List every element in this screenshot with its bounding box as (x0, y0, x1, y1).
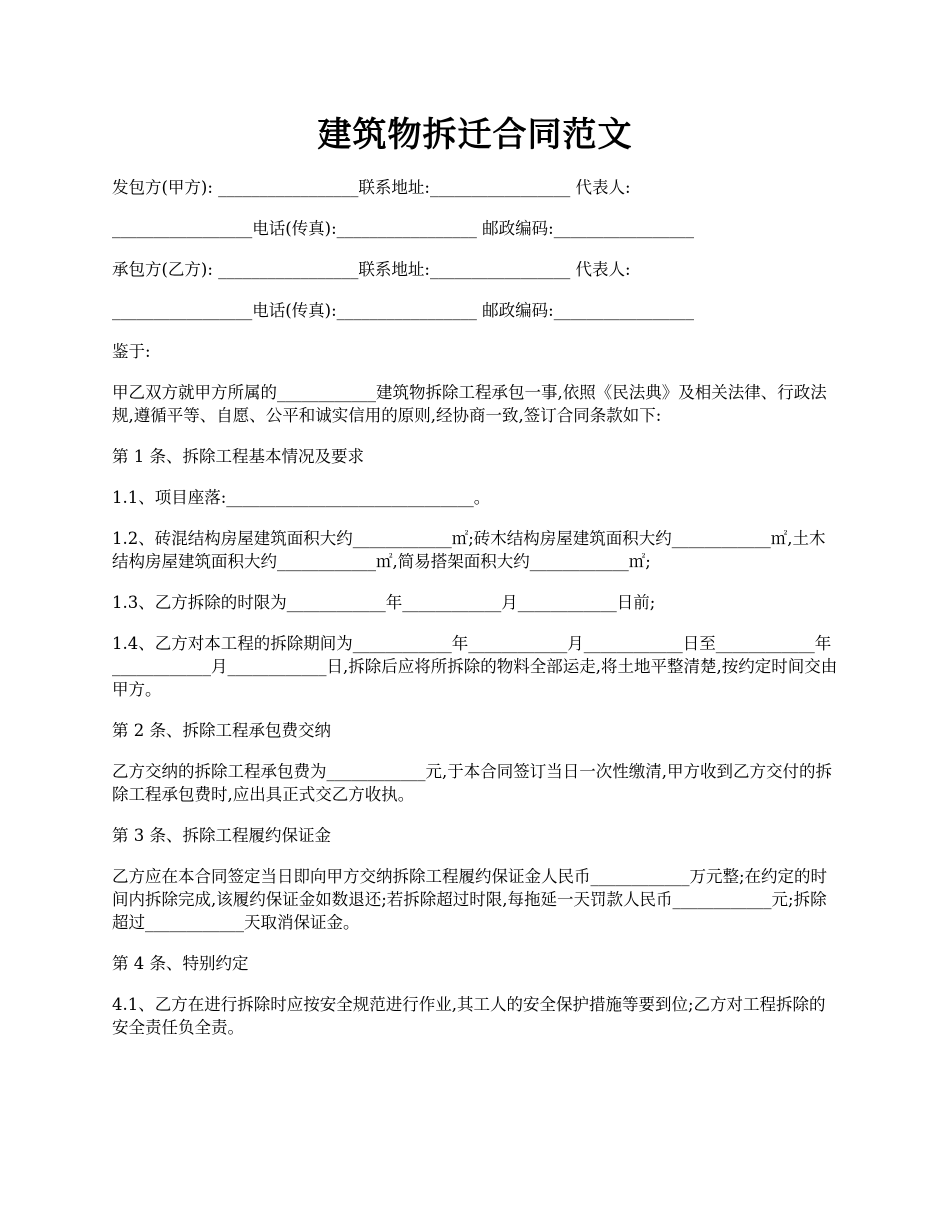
clause-4-1: 4.1、乙方在进行拆除时应按安全规范进行作业,其工人的安全保护措施等要到位;乙方对工程拆除的安全责任负全责。 (112, 995, 826, 1037)
clause-1-3: 1.3、乙方拆除的时限为____________年____________月____________日前; (112, 593, 656, 612)
clause-1-1: 1.1、项目座落:______________________________。 (112, 488, 491, 507)
whereas-heading: 鉴于: (112, 342, 151, 361)
clause-1-2: 1.2、砖混结构房屋建筑面积大约____________㎡;砖木结构房屋建筑面积大约____________㎡,土木结构房屋建筑面积大约____________㎡,简易搭架面积大约____________㎡; (112, 529, 826, 571)
party-b-line-1: 承包方(乙方): _________________联系地址:_________________ 代表人: (112, 260, 631, 279)
document-title: 建筑物拆迁合同范文 (317, 115, 633, 155)
preamble-paragraph: 甲乙双方就甲方所属的____________建筑物拆除工程承包一事,依照《民法典》及相关法律、行政法规,遵循平等、自愿、公平和诚实信用的原则,经协商一致,签订合同条款如下: (112, 383, 827, 425)
article-2-paragraph: 乙方交纳的拆除工程承包费为____________元,于本合同签订当日一次性缴清,甲方收到乙方交付的拆除工程承包费时,应出具正式交乙方收执。 (112, 762, 832, 804)
article-4-heading: 第 4 条、特别约定 (112, 954, 249, 973)
article-3-heading: 第 3 条、拆除工程履约保证金 (112, 826, 331, 845)
party-a-line-2: _________________电话(传真):_________________ 邮政编码:_________________ (112, 219, 694, 238)
article-1-heading: 第 1 条、拆除工程基本情况及要求 (112, 447, 364, 466)
party-a-line-1: 发包方(甲方): _________________联系地址:_________________ 代表人: (112, 178, 631, 197)
party-b-line-2: _________________电话(传真):_________________ 邮政编码:_________________ (112, 301, 694, 320)
article-2-heading: 第 2 条、拆除工程承包费交纳 (112, 721, 331, 740)
article-3-paragraph: 乙方应在本合同签定当日即向甲方交纳拆除工程履约保证金人民币____________万元整;在约定的时间内拆除完成,该履约保证金如数退还;若拆除超过时限,每拖延一天罚款人民币____________元;拆除超过____________天取消保证金。 (112, 867, 828, 932)
document-body (112, 176, 838, 1057)
clause-1-4: 1.4、乙方对本工程的拆除期间为____________年____________月____________日至____________年____________月____________日,拆除后应将所拆除的物料全部运走,将土地平整清楚,按约定时间交由甲方。 (112, 634, 838, 699)
